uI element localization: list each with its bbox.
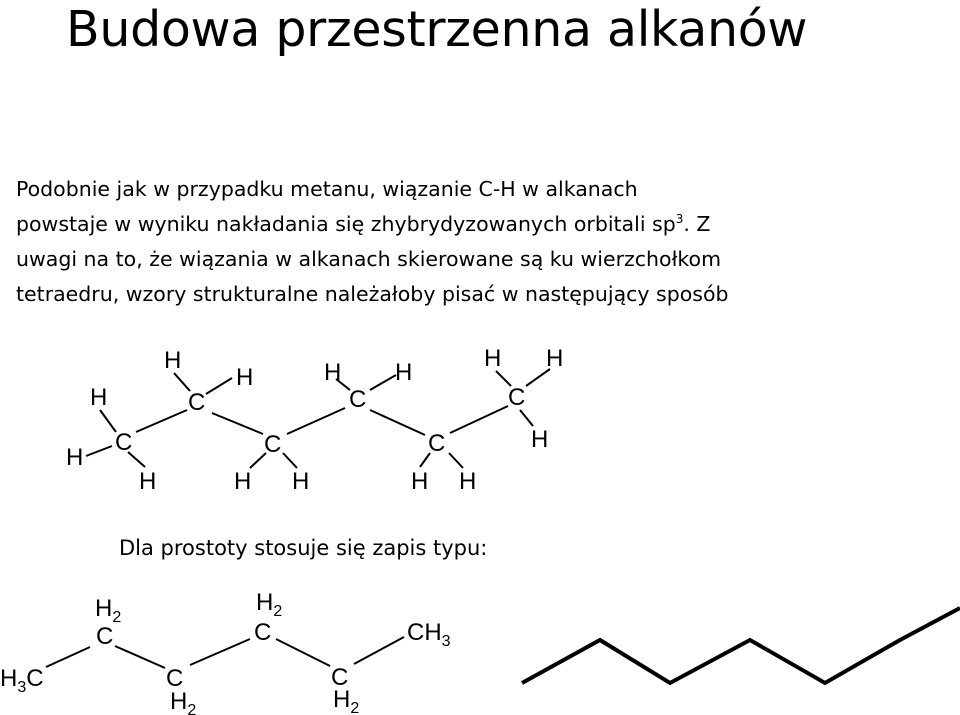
bond — [370, 375, 396, 390]
carbon-atom: C — [428, 430, 446, 457]
carbon-atom: C — [349, 386, 367, 413]
superscript-3: 3 — [675, 212, 684, 226]
bond — [449, 453, 463, 468]
methylene-h2: $H_2$ — [333, 686, 360, 715]
carbon-atom: C — [96, 623, 114, 650]
paragraph-line-2-end: . Z — [683, 212, 711, 236]
caption-text: Dla prostoty stosuje się zapis typu: — [119, 536, 488, 560]
condensed-formula — [0, 589, 451, 715]
bond — [86, 446, 112, 456]
slide-title: Budowa przestrzenna alkanów — [66, 1, 808, 58]
carbon-atom: C — [188, 389, 206, 416]
hydrogen-atom: H — [531, 426, 549, 453]
bond — [370, 410, 425, 435]
methyl-group-left — [0, 665, 44, 696]
bond — [283, 453, 297, 468]
paragraph-line-3: uwagi na to, że wiązania w alkanach skierowane są ku wierzchołkom — [16, 247, 722, 271]
bond — [100, 410, 116, 432]
full-structural-formula — [66, 345, 563, 495]
bond — [354, 637, 404, 664]
hydrogen-atom: H — [292, 468, 310, 495]
methylene-h2: $H_2$ — [256, 589, 283, 620]
hydrogen-atom: H — [459, 468, 477, 495]
skeletal-formula-zigzag — [522, 608, 960, 683]
carbon-atom: C — [331, 664, 349, 691]
hydrogen-atom: H — [66, 444, 84, 471]
hydrogen-atom: H — [395, 359, 413, 386]
paragraph-line-4: tetraedru, wzory strukturalne należałoby pisać w następujący sposób — [16, 282, 729, 306]
hydrogen-atom: H — [484, 345, 502, 372]
bond — [46, 647, 90, 667]
methyl-group-right: $CH_3$ — [407, 619, 451, 650]
bond — [276, 639, 330, 666]
bond — [212, 413, 263, 434]
hydrogen-atom: H — [234, 468, 252, 495]
carbon-atom: C — [254, 619, 272, 646]
methylene-h2: $H_2$ — [95, 595, 122, 626]
bond — [115, 646, 165, 668]
methylene-h2: $H_2$ — [170, 688, 197, 715]
bond — [450, 406, 508, 433]
bond — [520, 410, 533, 426]
hydrogen-atom: H — [411, 468, 429, 495]
methyl-c: C — [26, 665, 44, 692]
carbon-atom: C — [264, 431, 282, 458]
carbon-atom: C — [115, 429, 133, 456]
hydrogen-atom: H — [546, 345, 564, 372]
hydrogen-atom: H — [164, 347, 182, 374]
hydrogen-atom: H — [90, 384, 108, 411]
carbon-atom: C — [508, 384, 526, 411]
hydrogen-atom: H — [139, 468, 157, 495]
bond — [136, 410, 187, 432]
hydrogen-atom: H — [236, 364, 254, 391]
paragraph-line-2-text: powstaje w wyniku nakładania się zhybrydyzowanych orbitali sp — [16, 212, 676, 236]
subscript-3: 3 — [17, 679, 27, 696]
carbon-atom: C — [166, 665, 184, 692]
hydrogen-atom: H — [324, 359, 342, 386]
methyl-h: H — [0, 665, 18, 692]
bond — [206, 378, 232, 394]
bond — [287, 408, 345, 434]
bond — [190, 639, 250, 665]
paragraph-line-1: Podobnie jak w przypadku metanu, wiązanie C-H w alkanach — [16, 177, 638, 201]
